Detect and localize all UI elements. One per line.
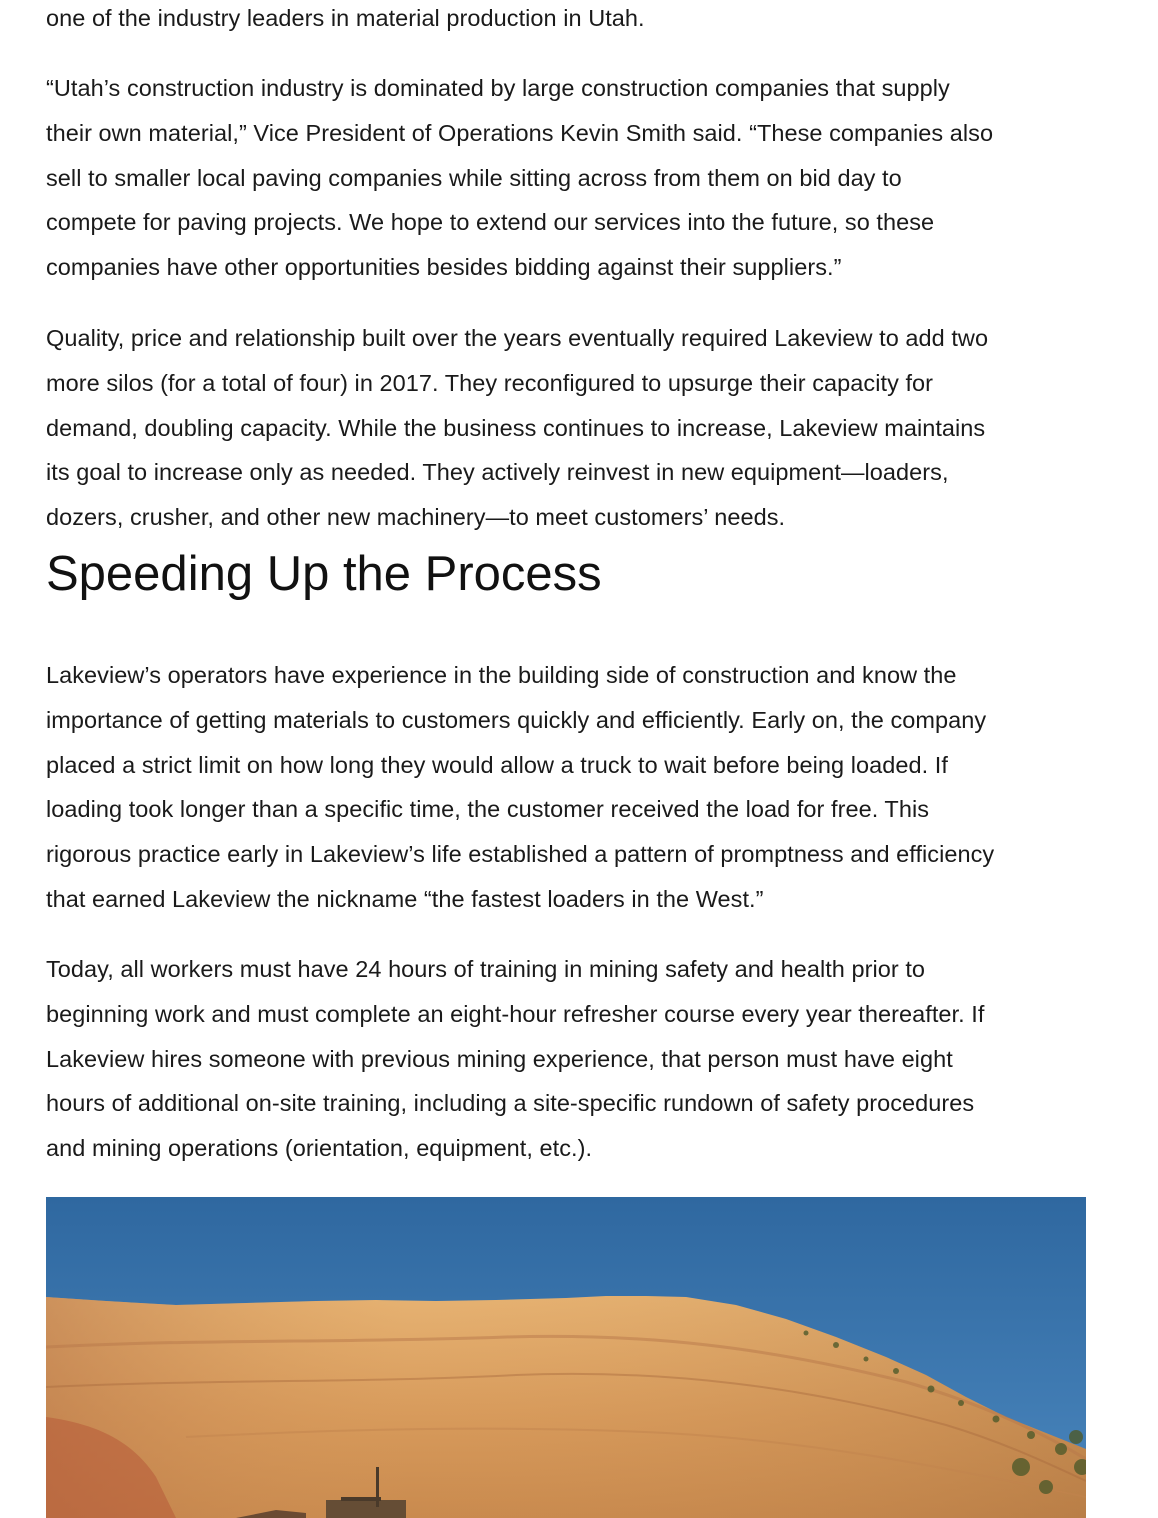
- paragraph-line: beginning work and must complete an eight-hour refresher course every year thereafter. If: [46, 1000, 985, 1027]
- paragraph-line: Today, all workers must have 24 hours of training in mining safety and health prior to: [46, 956, 926, 982]
- paragraph-line: importance of getting materials to customers quickly and efficiently. Early on, the company: [46, 706, 987, 733]
- intro-fragment: one of the industry leaders in material production in Utah.: [46, 5, 645, 31]
- paragraph-4: [46, 947, 1086, 1171]
- paragraph-line: their own material,” Vice President of Operations Kevin Smith said. “These companies also: [46, 119, 994, 146]
- paragraph-line: demand, doubling capacity. While the business continues to increase, Lakeview maintains: [46, 414, 986, 441]
- paragraph-line: placed a strict limit on how long they would allow a truck to wait before being loaded. If: [46, 751, 948, 778]
- paragraph-line: Lakeview hires someone with previous mining experience, that person must have eight: [46, 1045, 953, 1072]
- paragraph-line: Lakeview’s operators have experience in the building side of construction and know the: [46, 662, 957, 688]
- paragraph-line: hours of additional on-site training, including a site-specific rundown of safety procedures: [46, 1090, 975, 1117]
- paragraph-1: [46, 66, 1086, 290]
- paragraph-line: Quality, price and relationship built over the years eventually required Lakeview to add two: [46, 325, 989, 351]
- paragraph-line: more silos (for a total of four) in 2017. They reconfigured to upsurge their capacity for: [46, 369, 934, 396]
- paragraph-line: that earned Lakeview the nickname “the fastest loaders in the West.”: [46, 885, 764, 912]
- section-heading: Speeding Up the Process: [46, 547, 602, 601]
- paragraph-line: compete for paving projects. We hope to extend our services into the future, so these: [46, 209, 935, 236]
- paragraph-line: “Utah’s construction industry is dominated by large construction companies that supply: [46, 75, 950, 101]
- paragraph-3: [46, 653, 1086, 922]
- paragraph-line: companies have other opportunities besides bidding against their suppliers.”: [46, 254, 842, 281]
- paragraph-line: rigorous practice early in Lakeview’s life established a pattern of promptness and efficiency: [46, 841, 995, 868]
- paragraph-line: loading took longer than a specific time, the customer received the load for free. This: [46, 796, 930, 823]
- paragraph-line: sell to smaller local paving companies while sitting across from them on bid day to: [46, 164, 902, 191]
- paragraph-line: and mining operations (orientation, equipment, etc.).: [46, 1135, 593, 1162]
- paragraph-line: its goal to increase only as needed. They actively reinvest in new equipment—loaders,: [46, 459, 949, 486]
- quarry-photo: [46, 1197, 1086, 1518]
- paragraph-line: dozers, crusher, and other new machinery—to meet customers’ needs.: [46, 504, 786, 531]
- paragraph-2: [46, 316, 1086, 540]
